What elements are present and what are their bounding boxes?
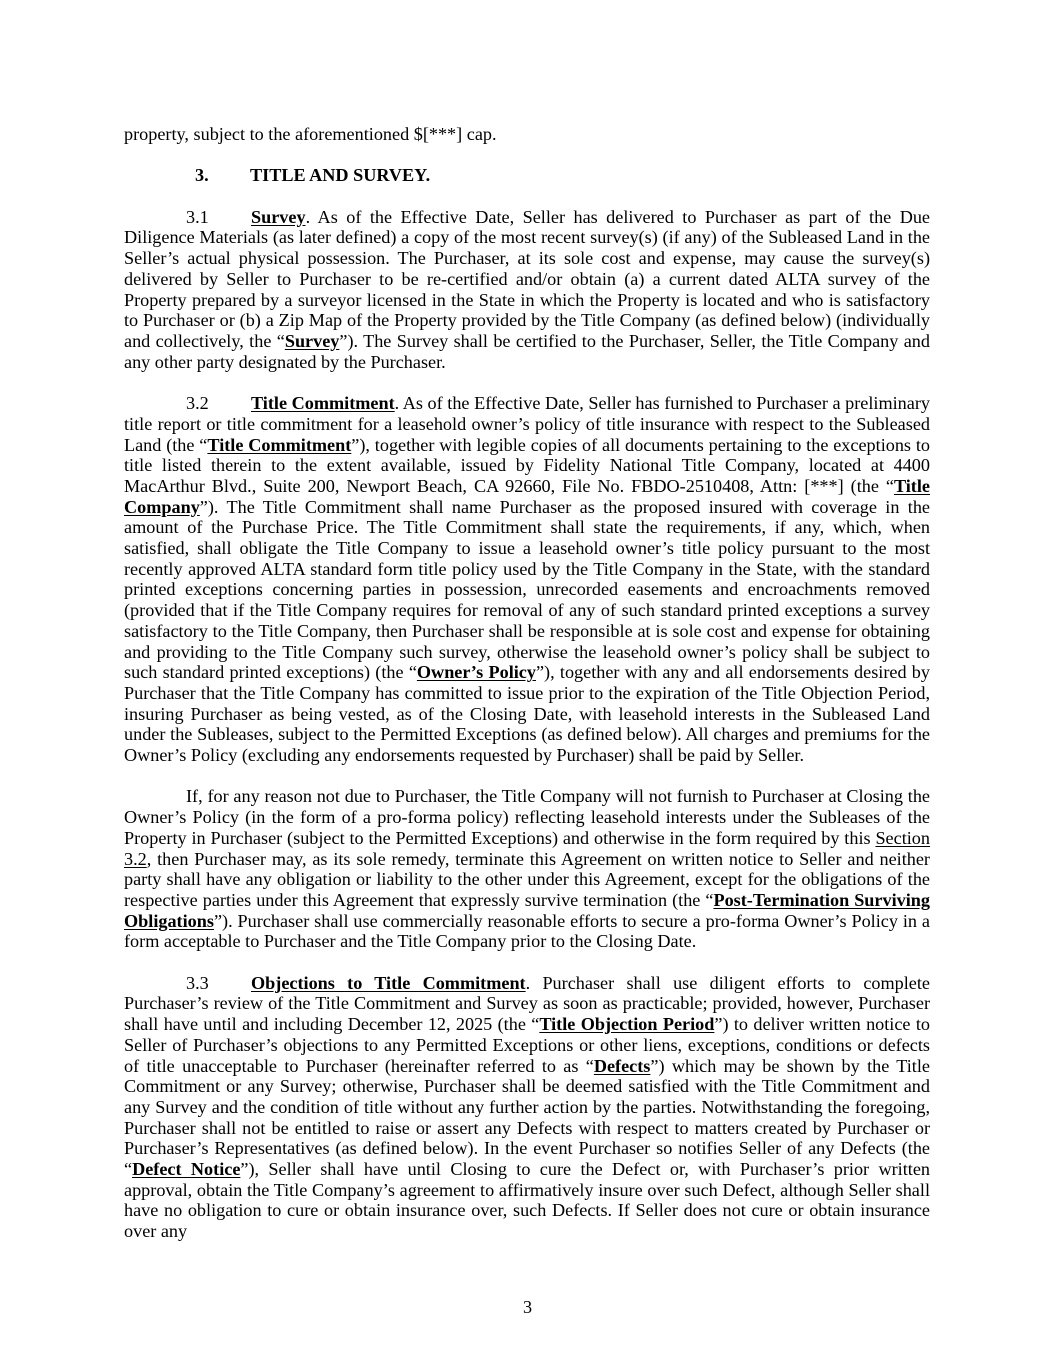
- defined-term: Post-Termination Surviving Obligations: [124, 889, 930, 931]
- text-segment: . As of the Effective Date, Seller has delivered to Purchaser as part of the Due Diligence Materials (as later defined) a copy of the most recent survey(s) (if any) of the Subleased Land in the Seller’s actual physical possession. The Purchaser, at its sole cost and expense, may cause the survey(s) delivered by Seller to Purchaser to be re-certified and/or obtain (a) a current dated ALTA survey of the Property prepared by a surveyor licensed in the State in which the Property is located and who is satisfactory to Purchaser or (b) a Zip Map of the Property provided by the Title Company (as defined below) (individually and collectively, the “: [124, 206, 930, 351]
- text-segment: property, subject to the aforementioned $[***] cap.: [124, 124, 497, 144]
- page-number: 3: [522, 1297, 533, 1317]
- defined-term: Defects: [593, 1055, 651, 1076]
- defined-term: Objections to Title Commitment: [251, 972, 526, 993]
- paragraph: [124, 124, 930, 145]
- text-segment: ”). The Survey shall be certified to the Purchaser, Seller, the Title Company and any other party designated by the Purchaser.: [124, 331, 930, 372]
- defined-term: Title Commitment: [207, 434, 352, 455]
- text-segment: ”), together with any and all endorsements desired by Purchaser that the Title Company has committed to issue prior to the expiration of the Title Objection Period, insuring Purchaser as being vested, as of the Closing Date, with leasehold interests in the Subleased Land under the Subleases, subject to the Permitted Exceptions (as defined below). All charges and premiums for the Owner’s Policy (excluding any endorsements requested by Purchaser) shall be paid by Seller.: [124, 662, 930, 766]
- text-segment: ”). The Title Commitment shall name Purchaser as the proposed insured with coverage in the amount of the Purchase Price. The Title Commitment shall state the requirements, if any, which, when satisfied, shall obligate the Title Company to issue a leasehold owner’s title policy pursuant to the most recently approved ALTA standard form title policy used by the Title Company in the State, with the standard printed exceptions concerning parties in possession, unrecorded easements and encroachments removed (provided that if the Title Company requires for removal of any of such standard printed exceptions a survey satisfactory to the Title Company, then Purchaser shall be responsible at is sole cost and expense for obtaining and providing to the Title Company such survey, otherwise the leasehold owner’s policy shall be subject to such standard printed exceptions) (the “: [124, 496, 930, 683]
- defined-term: Survey: [251, 206, 306, 227]
- paragraph: [124, 393, 930, 766]
- text-segment: ”). Purchaser shall use commercially reasonable efforts to secure a pro-forma Owner’s Policy in a form acceptable to Purchaser and the Title Company prior to the Closing Date.: [124, 910, 930, 952]
- paragraph-number: 3.: [195, 165, 209, 186]
- defined-term: Title Objection Period: [539, 1014, 715, 1035]
- text-segment: TITLE AND SURVEY.: [250, 165, 431, 186]
- defined-term: Section 3.2: [124, 827, 930, 869]
- defined-term: Title Company: [124, 475, 930, 517]
- text-segment: . Purchaser shall use diligent efforts to complete Purchaser’s review of the Title Commitment and Survey as soon as practicable; provided, however, Purchaser shall have until and including December 12, 2025 (the “: [124, 972, 930, 1035]
- paragraph: [124, 786, 930, 952]
- text-segment: If, for any reason not due to Purchaser, the Title Company will not furnish to Purchaser at Closing the Owner’s Policy (in the form of a pro-forma policy) reflecting leasehold interests under the Subleases of the Property in Purchaser (subject to the Permitted Exceptions) and otherwise in the form required by this: [124, 786, 930, 848]
- defined-term: Defect Notice: [132, 1159, 241, 1180]
- paragraph: [124, 207, 930, 373]
- defined-term: Survey: [284, 331, 340, 351]
- section-heading: [124, 165, 930, 186]
- paragraph-number: 3.2: [186, 393, 209, 414]
- text-segment: . As of the Effective Date, Seller has furnished to Purchaser a preliminary title report or title commitment for a leasehold owner’s policy of title insurance with respect to the Subleased Land (the “: [124, 393, 930, 455]
- paragraph: [124, 973, 930, 1242]
- text-segment: ”) which may be shown by the Title Commitment or any Survey; otherwise, Purchaser shall be deemed satisfied with the Title Commitment and any Survey and the condition of title without any further action by the parties. Notwithstanding the foregoing, Purchaser shall not be entitled to raise or assert any Defects with respect to matters created by Purchaser or Purchaser’s Representatives (as defined below). In the event Purchaser so notifies Seller of any Defects (the “: [124, 1055, 930, 1180]
- document-body: [124, 124, 930, 1263]
- text-segment: , then Purchaser may, as its sole remedy, terminate this Agreement on written notice to Seller and neither party shall have any obligation or liability to the other under this Agreement, except for the obligations of the respective parties under this Agreement that expressly survive termination (the “: [124, 848, 930, 910]
- text-segment: ”) to deliver written notice to Seller of Purchaser’s objections to any Permitted Exceptions or other liens, exceptions, conditions or defects of title unacceptable to Purchaser (hereinafter referred to as “: [124, 1014, 931, 1076]
- text-segment: ”), together with legible copies of all documents pertaining to the exceptions to title listed therein to the extent available, issued by Fidelity National Title Company, located at 4400 MacArthur Blvd., Suite 200, Newport Beach, CA 92660, File No. FBDO-2510408, Attn: [***] (the “: [124, 434, 930, 496]
- defined-term: Title Commitment: [251, 393, 395, 414]
- defined-term: Owner’s Policy: [416, 662, 536, 683]
- paragraph-number: 3.3: [186, 972, 209, 993]
- paragraph-number: 3.1: [186, 206, 209, 227]
- text-segment: ”), Seller shall have until Closing to cure the Defect or, with Purchaser’s prior written approval, obtain the Title Company’s agreement to affirmatively insure over such Defect, although Seller shall have no obligation to cure or obtain insurance over, such Defects. If Seller does not cure or obtain insurance over any: [124, 1159, 930, 1242]
